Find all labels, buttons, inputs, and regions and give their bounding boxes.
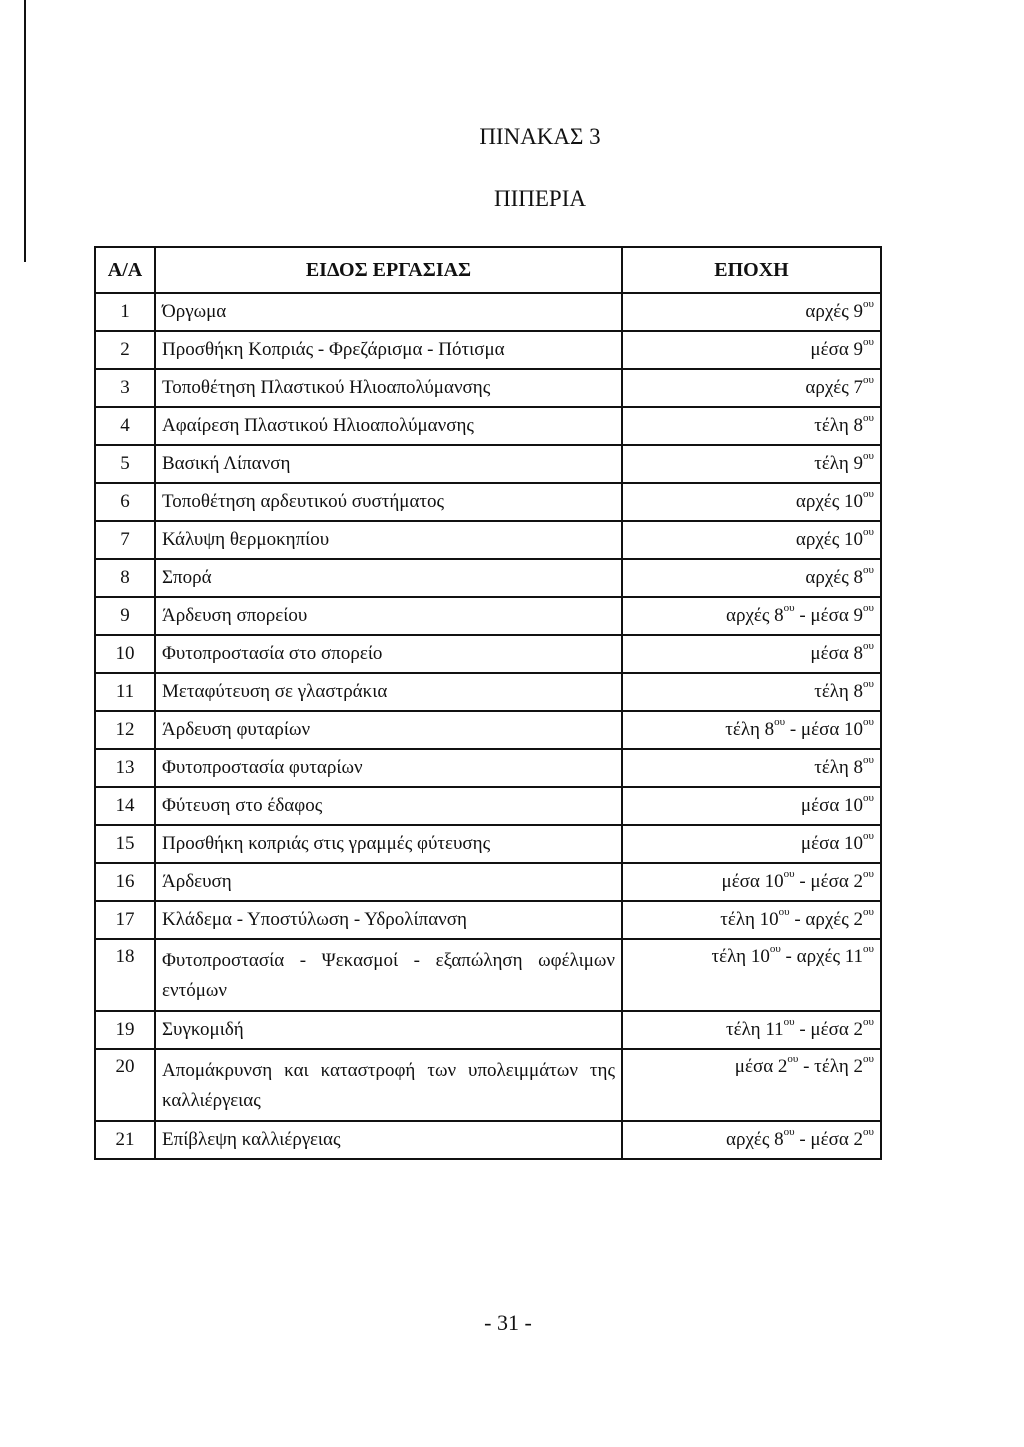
season-text: αρχές (805, 301, 854, 322)
ordinal-suffix: ου (774, 716, 786, 728)
work-type: Προσθήκη κοπριάς στις γραμμές φύτευσης (155, 825, 622, 863)
table-row (95, 331, 881, 369)
season-month: 8 (853, 415, 864, 436)
season-text: - αρχές (789, 909, 854, 930)
ordinal-suffix: ου (863, 678, 874, 690)
ordinal-suffix: ου (863, 412, 874, 424)
season-text: τέλη (814, 415, 854, 436)
season-text: μέσα (800, 795, 845, 816)
ordinal-suffix: ου (863, 1126, 874, 1138)
ordinal-suffix: ου (863, 906, 874, 918)
row-number: 12 (95, 711, 155, 749)
row-number: 9 (95, 597, 155, 635)
ordinal-suffix: ου (863, 564, 874, 576)
season-text: τέλη (725, 719, 765, 740)
season-text: - μέσα (794, 871, 854, 892)
season-text: αρχές (795, 529, 845, 550)
season-text: αρχές (805, 377, 854, 398)
season-month: 8 (853, 643, 864, 664)
season (622, 1049, 881, 1121)
row-number: 14 (95, 787, 155, 825)
table-row (95, 369, 881, 407)
work-type: Προσθήκη Κοπριάς - Φρεζάρισμα - Πότισμα (155, 331, 622, 369)
season-month: 11 (765, 1019, 784, 1040)
season-month: 10 (750, 946, 770, 967)
table-row (95, 635, 881, 673)
work-type: Φυτοπροστασία στο σπορείο (155, 635, 622, 673)
season-text: μέσα (800, 833, 845, 854)
season-month: 7 (853, 377, 864, 398)
table-row (95, 1121, 881, 1159)
season-month: 11 (844, 946, 864, 967)
table-header-row (95, 247, 881, 293)
season-month: 9 (853, 339, 864, 360)
season-month: 2 (777, 1056, 788, 1077)
season-month: 10 (844, 719, 864, 740)
season-month: 2 (853, 871, 864, 892)
schedule-table (94, 246, 882, 1160)
work-type: Άρδευση φυταρίων (155, 711, 622, 749)
season-text: - τέλη (798, 1056, 854, 1077)
season-text: τέλη (814, 757, 854, 778)
row-number: 7 (95, 521, 155, 559)
season-month: 10 (844, 491, 864, 512)
row-number: 21 (95, 1121, 155, 1159)
season-text: μέσα (721, 871, 765, 892)
row-number: 17 (95, 901, 155, 939)
table-row (95, 1049, 881, 1121)
ordinal-suffix: ου (863, 374, 874, 386)
page-number: - 31 - (484, 1310, 532, 1335)
work-type: Συγκομιδή (155, 1011, 622, 1049)
season (622, 673, 881, 711)
row-number: 6 (95, 483, 155, 521)
season (622, 825, 881, 863)
season (622, 483, 881, 521)
work-type: Τοποθέτηση αρδευτικού συστήματος (155, 483, 622, 521)
ordinal-suffix: ου (863, 943, 874, 955)
ordinal-suffix: ου (863, 754, 874, 766)
season (622, 369, 881, 407)
ordinal-suffix: ου (769, 943, 781, 955)
table-row (95, 1011, 881, 1049)
document-subtitle: ΠΙΠΕΡΙΑ (494, 186, 586, 211)
row-number: 11 (95, 673, 155, 711)
work-type: Σπορά (155, 559, 622, 597)
table-row (95, 293, 881, 331)
row-number: 16 (95, 863, 155, 901)
season-text: - μέσα (794, 605, 854, 626)
ordinal-suffix: ου (783, 1016, 795, 1028)
row-number: 15 (95, 825, 155, 863)
document-title: ΠΙΝΑΚΑΣ 3 (479, 124, 601, 149)
season (622, 787, 881, 825)
ordinal-suffix: ου (863, 488, 874, 500)
ordinal-suffix: ου (863, 640, 874, 652)
season-month: 8 (853, 567, 864, 588)
season-text: αρχές (795, 491, 845, 512)
work-type: Επίβλεψη καλλιέργειας (155, 1121, 622, 1159)
season-month: 9 (853, 301, 864, 322)
row-number: 19 (95, 1011, 155, 1049)
ordinal-suffix: ου (863, 602, 874, 614)
ordinal-suffix: ου (863, 298, 874, 310)
season-month: 9 (853, 605, 864, 626)
table-body (95, 293, 881, 1159)
table-row (95, 825, 881, 863)
table-row (95, 559, 881, 597)
season-text: - μέσα (785, 719, 845, 740)
work-type: Κλάδεμα - Υποστύλωση - Υδρολίπανση (155, 901, 622, 939)
table-row (95, 483, 881, 521)
work-type: Βασική Λίπανση (155, 445, 622, 483)
season (622, 749, 881, 787)
ordinal-suffix: ου (783, 602, 795, 614)
work-type: Απομάκρυνση και καταστροφή των υπολειμμάτων της καλλιέργειας (155, 1049, 622, 1121)
season (622, 293, 881, 331)
table-row (95, 445, 881, 483)
season (622, 597, 881, 635)
season-text: - αρχές (780, 946, 845, 967)
ordinal-suffix: ου (863, 336, 874, 348)
season (622, 901, 881, 939)
work-type: Φυτοπροστασία φυταρίων (155, 749, 622, 787)
season (622, 521, 881, 559)
ordinal-suffix: ου (863, 1016, 874, 1028)
row-number: 18 (95, 939, 155, 1011)
season (622, 445, 881, 483)
season-month: 2 (853, 909, 864, 930)
season-text: τέλη (814, 681, 854, 702)
season-month: 8 (774, 605, 784, 626)
work-type: Κάλυψη θερμοκηπίου (155, 521, 622, 559)
margin-line (24, 0, 26, 262)
table-row (95, 597, 881, 635)
work-type: Αφαίρεση Πλαστικού Ηλιοαπολύμανσης (155, 407, 622, 445)
season-text: τέλη (814, 453, 854, 474)
work-type: Μεταφύτευση σε γλαστράκια (155, 673, 622, 711)
ordinal-suffix: ου (787, 1053, 799, 1065)
ordinal-suffix: ου (783, 868, 795, 880)
season-month: 2 (853, 1056, 864, 1077)
table-row (95, 407, 881, 445)
table-row (95, 521, 881, 559)
ordinal-suffix: ου (863, 868, 874, 880)
season (622, 635, 881, 673)
season-text: - μέσα (794, 1129, 854, 1150)
season (622, 407, 881, 445)
season (622, 939, 881, 1011)
header-work: ΕΙΔΟΣ ΕΡΓΑΣΙΑΣ (155, 247, 622, 293)
ordinal-suffix: ου (778, 906, 790, 918)
season-month: 10 (844, 833, 864, 854)
ordinal-suffix: ου (863, 716, 874, 728)
season (622, 331, 881, 369)
work-type: Όργωμα (155, 293, 622, 331)
season-text: τέλη (711, 946, 751, 967)
table-row (95, 787, 881, 825)
row-number: 3 (95, 369, 155, 407)
season-text: τέλη (725, 1019, 766, 1040)
season-month: 8 (853, 757, 864, 778)
season-text: μέσα (810, 339, 854, 360)
ordinal-suffix: ου (863, 792, 874, 804)
table-row (95, 711, 881, 749)
table-row (95, 901, 881, 939)
ordinal-suffix: ου (863, 830, 874, 842)
work-type: Τοποθέτηση Πλαστικού Ηλιοαπολύμανσης (155, 369, 622, 407)
table-row (95, 863, 881, 901)
season-month: 2 (853, 1019, 864, 1040)
season-month: 2 (853, 1129, 864, 1150)
season-text: - μέσα (794, 1019, 854, 1040)
season (622, 1121, 881, 1159)
header-num: Α/Α (95, 247, 155, 293)
row-number: 8 (95, 559, 155, 597)
ordinal-suffix: ου (863, 1053, 874, 1065)
season (622, 863, 881, 901)
season-month: 10 (844, 795, 864, 816)
season-month: 8 (853, 681, 864, 702)
row-number: 1 (95, 293, 155, 331)
season (622, 559, 881, 597)
season-month: 8 (764, 719, 775, 740)
season-text: αρχές (726, 1129, 775, 1150)
row-number: 20 (95, 1049, 155, 1121)
season-text: αρχές (726, 605, 775, 626)
row-number: 5 (95, 445, 155, 483)
ordinal-suffix: ου (783, 1126, 795, 1138)
work-type: Φύτευση στο έδαφος (155, 787, 622, 825)
season-month: 10 (759, 909, 779, 930)
header-season: ΕΠΟΧΗ (622, 247, 881, 293)
season-month: 10 (764, 871, 784, 892)
season-text: τέλη (720, 909, 760, 930)
table-row (95, 939, 881, 1011)
season-text: μέσα (810, 643, 854, 664)
season-text: μέσα (734, 1056, 778, 1077)
season-month: 10 (844, 529, 864, 550)
table-row (95, 673, 881, 711)
season (622, 711, 881, 749)
season-month: 8 (774, 1129, 784, 1150)
row-number: 2 (95, 331, 155, 369)
work-type: Άρδευση (155, 863, 622, 901)
season-text: αρχές (805, 567, 854, 588)
work-type: Άρδευση σπορείου (155, 597, 622, 635)
season-month: 9 (853, 453, 864, 474)
row-number: 4 (95, 407, 155, 445)
row-number: 10 (95, 635, 155, 673)
table-row (95, 749, 881, 787)
ordinal-suffix: ου (863, 526, 874, 538)
season (622, 1011, 881, 1049)
row-number: 13 (95, 749, 155, 787)
work-type: Φυτοπροστασία - Ψεκασμοί - εξαπώληση ωφέλιμων εντόμων (155, 939, 622, 1011)
ordinal-suffix: ου (863, 450, 874, 462)
